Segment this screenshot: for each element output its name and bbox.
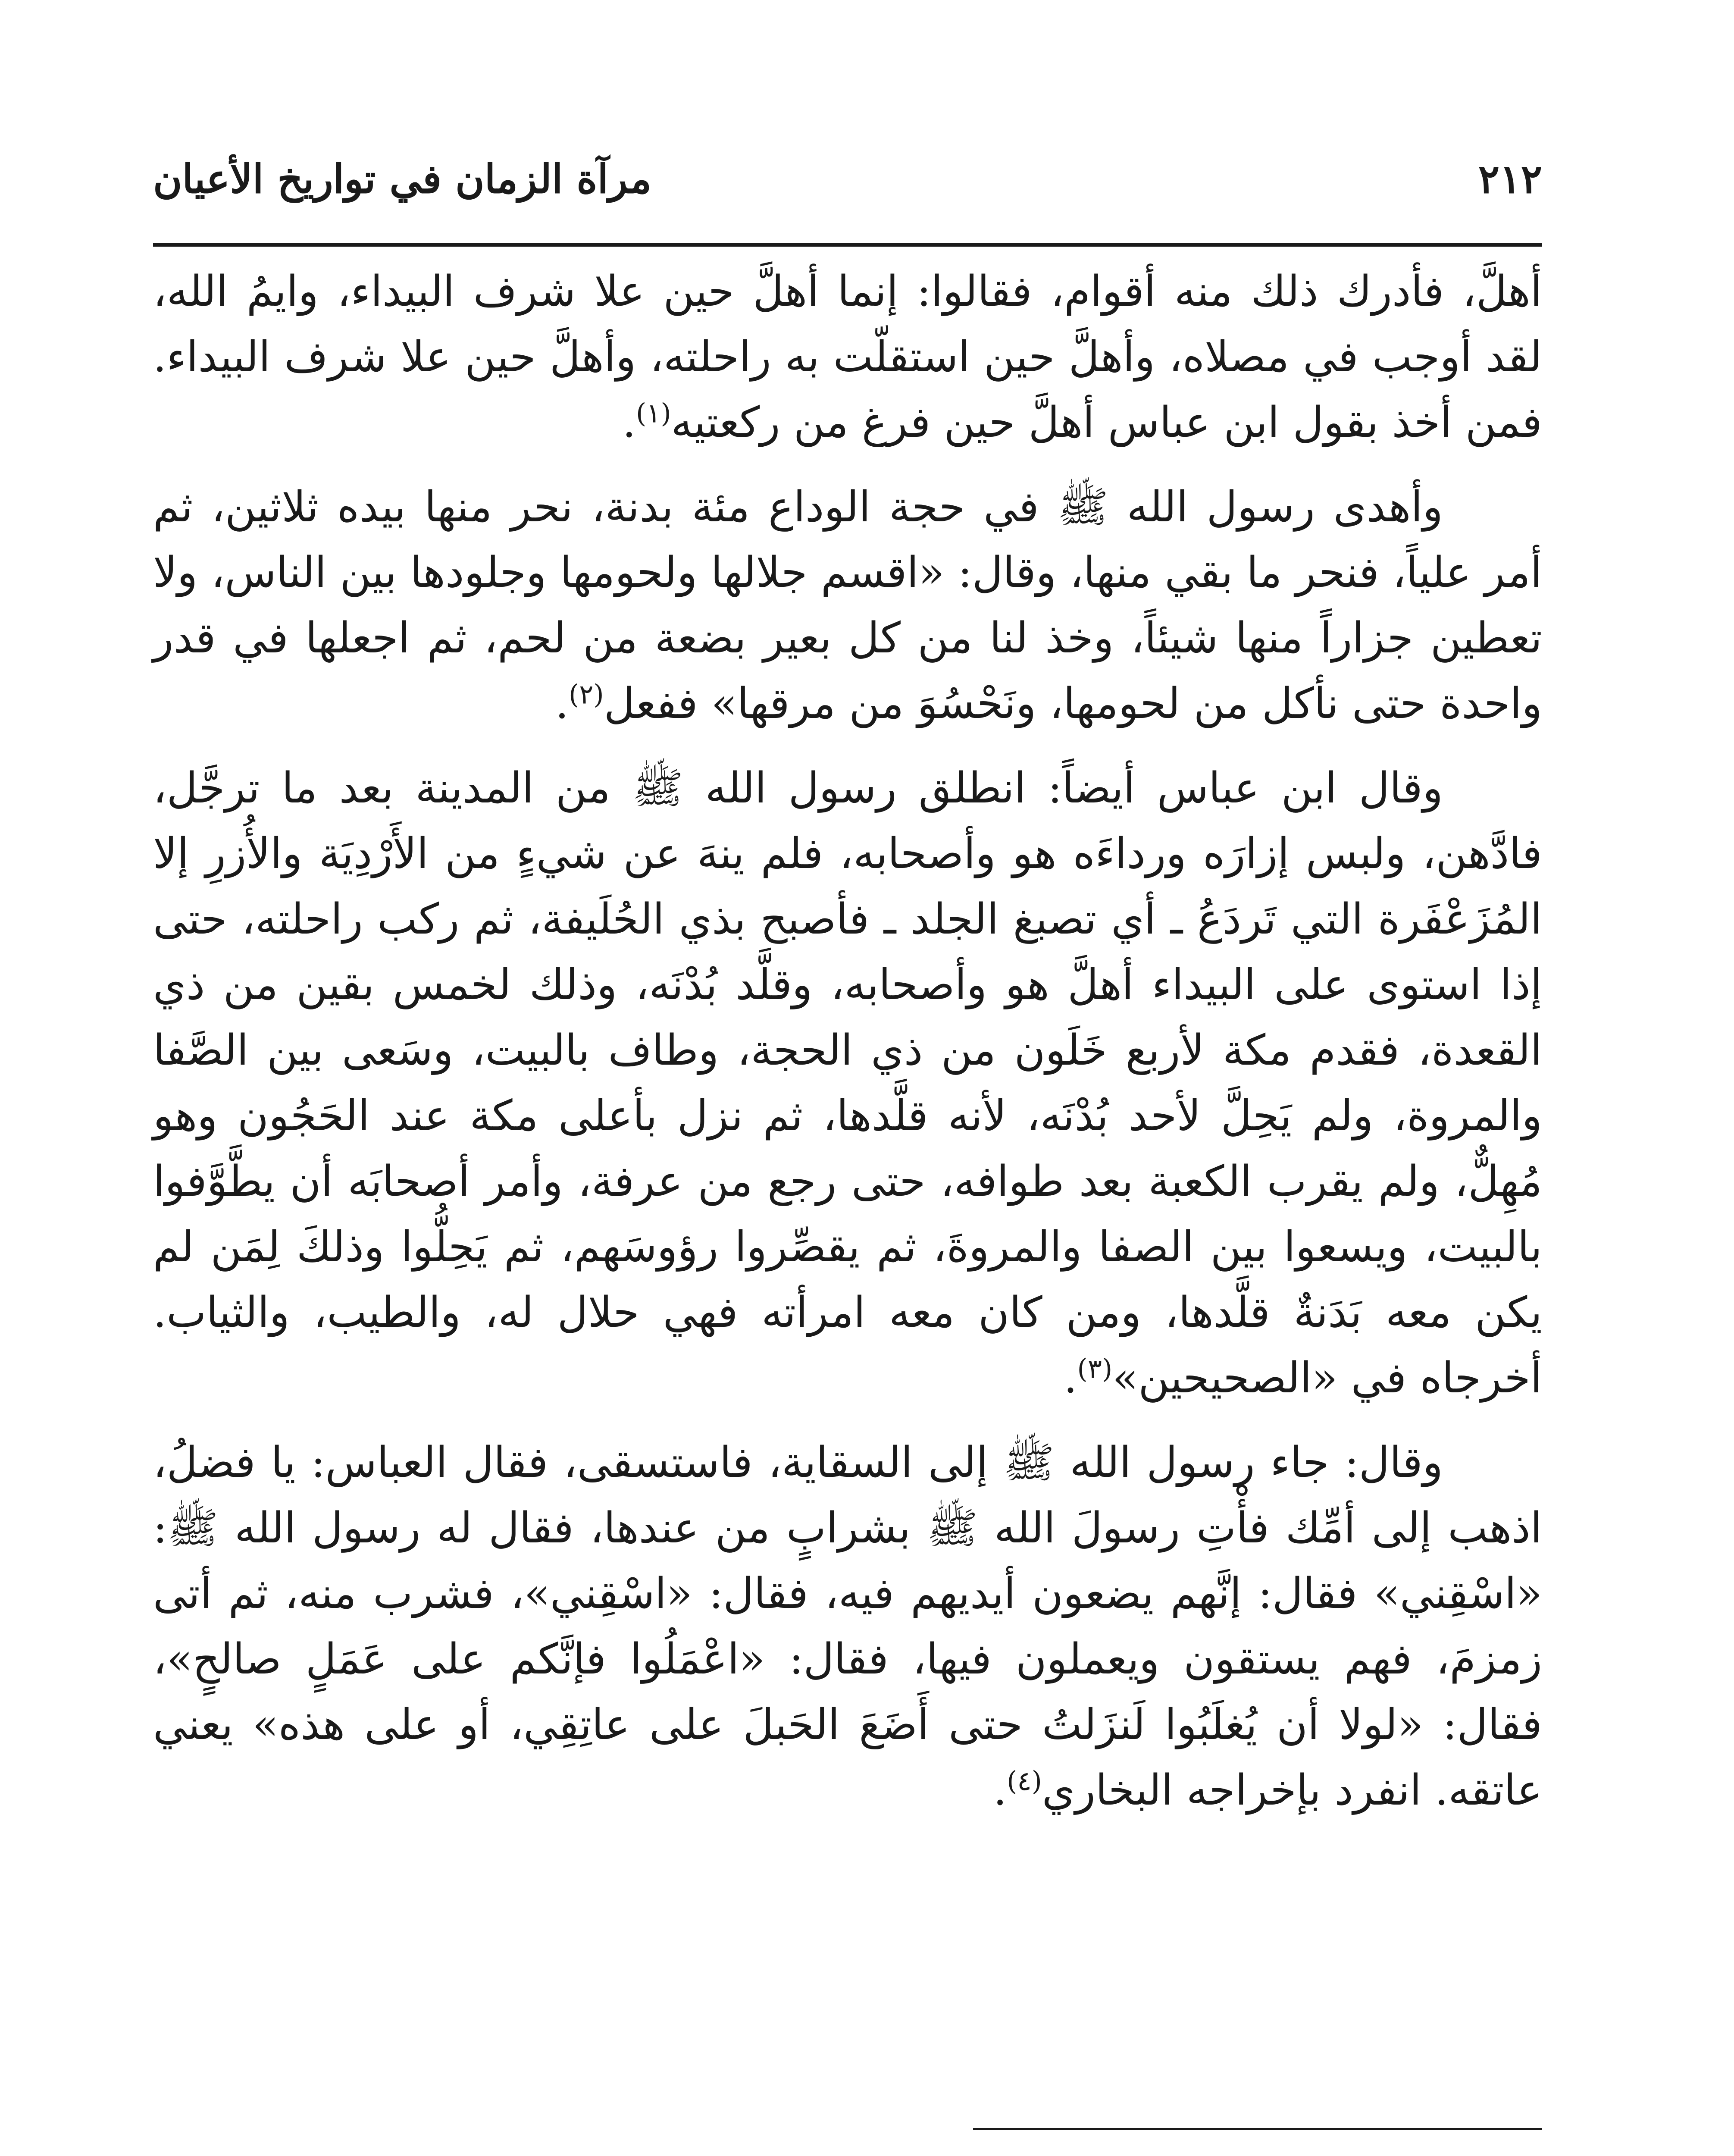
paragraph	[153, 259, 1542, 455]
paragraph-text: وأهدى رسول الله ﷺ في حجة الوداع مئة بدنة، نحر منها بيده ثلاثين، ثم أمر علياً، فنحر ما بقي منها، وقال: «اقسم جلالها ولحومها وجلودها بين الناس، ولا تعطين جزاراً منها شيئاً، وخذ لنا من كل بعير بضعة من لحم، ثم اجعلها في قدر واحدة حتى نأكل من لحومها، ونَحْسُوَ من مرقها» ففعل	[153, 483, 1542, 728]
paragraph	[153, 474, 1542, 736]
book-title: مرآة الزمان في تواريخ الأعيان	[153, 156, 652, 202]
header-rule	[153, 243, 1542, 247]
running-header	[153, 147, 1542, 211]
paragraph	[153, 755, 1542, 1411]
paragraph-tail: .	[622, 398, 636, 447]
footnote-ref: (٤)	[1007, 1765, 1042, 1797]
footnote-rule	[973, 2128, 1542, 2130]
footnote-ref: (١)	[635, 397, 671, 429]
paragraph-tail: .	[1064, 1354, 1077, 1403]
page-number: ٢١٢	[1478, 156, 1542, 202]
paragraph-text: وقال: جاء رسول الله ﷺ إلى السقاية، فاستسقى، فقال العباس: يا فضلُ، اذهب إلى أمِّك فأْتِ رسولَ الله ﷺ بشرابٍ من عندها، فقال له رسول الله ﷺ: «اسْقِني» فقال: إنَّهم يضعون أيديهم فيه، فقال: «اسْقِني»، فشرب منه، ثم أتى زمزمَ، فهم يستقون ويعملون فيها، فقال: «اعْمَلُوا فإنَّكم على عَمَلٍ صالحٍ»، فقال: «لولا أن يُغلَبُوا لَنزَلتُ حتى أَضَعَ الحَبلَ على عاتِقِي، أو على هذه» يعني عاتقه. انفرد بإخراجه البخاري	[153, 1438, 1542, 1815]
paragraph	[153, 1430, 1542, 1823]
paragraph-text: وقال ابن عباس أيضاً: انطلق رسول الله ﷺ من المدينة بعد ما ترجَّل، فادَّهن، ولبس إزارَه ورداءَه هو وأصحابه، فلم ينهَ عن شيءٍ من الأَرْدِيَة والأُزرِ إلا المُزَعْفَرة التي تَردَعُ ـ أي تصبغ الجلد ـ فأصبح بذي الحُلَيفة، ثم ركب راحلته، حتى إذا استوى على البيداء أهلَّ هو وأصحابه، وقلَّد بُدْنَه، وذلك لخمس بقين من ذي القعدة، فقدم مكة لأربع خَلَون من ذي الحجة، وطاف بالبيت، وسَعى بين الصَّفا والمروة، ولم يَحِلَّ لأحد بُدْنَه، لأنه قلَّدها، ثم نزل بأعلى مكة عند الحَجُون وهو مُهِلٌّ، ولم يقرب الكعبة بعد طوافه، حتى رجع من عرفة، وأمر أصحابَه أن يطَّوَّفوا بالبيت، ويسعوا بين الصفا والمروةَ، ثم يقصِّروا رؤوسَهم، ثم يَحِلُّوا وذلكَ لِمَن لم يكن معه بَدَنةٌ قلَّدها، ومن كان معه امرأته فهي حلال له، والطيب، والثياب. أخرجاه في «الصحيحين»	[153, 764, 1542, 1403]
main-text	[153, 259, 1542, 1842]
footnote-ref: (٢)	[568, 678, 604, 710]
paragraph-tail: .	[993, 1766, 1007, 1815]
paragraph-text: أهلَّ، فأدرك ذلك منه أقوام، فقالوا: إنما أهلَّ حين علا شرف البيداء، وايمُ الله، لقد أوجب في مصلاه، وأهلَّ حين استقلّت به راحلته، وأهلَّ حين علا شرف البيداء. فمن أخذ بقول ابن عباس أهلَّ حين فرغ من ركعتيه	[153, 267, 1542, 447]
footnote-ref: (٣)	[1077, 1353, 1113, 1385]
paragraph-tail: .	[555, 679, 569, 728]
